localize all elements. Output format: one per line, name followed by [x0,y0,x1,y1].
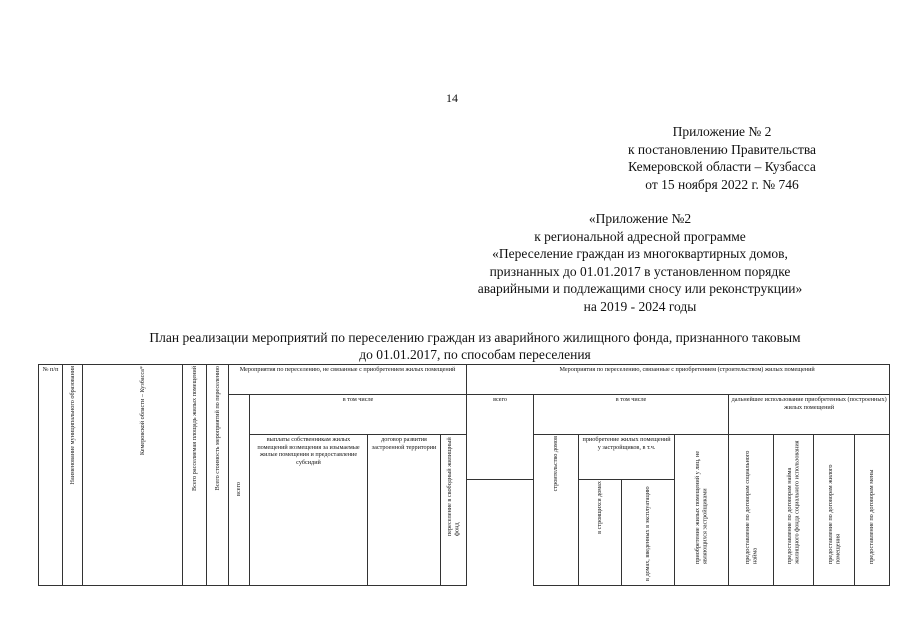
header-acquisition-nondev: приобретение жилых помещений у лиц, не являющихся застройщиками [675,435,729,586]
header-further-use: дальнейшее использование приобретенных (построенных) жилых помещений [729,395,890,435]
header-related: Мероприятия по переселению, связанные с приобретением (строительством) жилых помещений [467,365,890,395]
program-line: признанных до 01.01.2017 в установленном порядке [489,263,791,279]
header-num: № п/п [39,365,63,586]
header-area: Всего расселяемая площадь жилых помещений [183,365,207,586]
header-total: всего [467,395,534,480]
plan-title [40,329,905,363]
header-use-exchange: предоставление по договорам мены [855,435,890,586]
title-line: до 01.01.2017, по способам переселения [359,347,591,362]
header-in-construction: в строящихся домах [579,480,622,586]
header-region: Кемеровской области – Кузбасса* [83,365,183,586]
header-municipality: Наименование муниципального образования [63,365,83,586]
header-payments: выплаты собственникам жилых помещений возмещения за изымаемые жилые помещения и предоставление субсидий [250,435,368,586]
header-including: в том числе [250,395,467,435]
appendix-line: Приложение № 2 [672,124,772,139]
header-use-housing: предоставление по договорам жилого помещения [814,435,855,586]
program-line: «Переселение граждан из многоквартирных домов, [492,246,788,261]
program-appendix-header [430,210,850,315]
program-line: на 2019 - 2024 годы [583,298,697,314]
header-use-social: предоставление по договорам социального найма [729,435,774,586]
header-cost: Всего стоимость мероприятий по переселению [207,365,229,586]
program-line: аварийными и подлежащими сносу или реконструкции» [477,281,803,296]
header-total-vertical: всего [229,395,250,586]
header-total-spacer [467,480,534,586]
header-not-related: Мероприятия по переселению, не связанные с приобретением жилых помещений [229,365,467,395]
header-including-2: в том числе [534,395,729,435]
header-acquisition-dev: приобретение жилых помещений у застройщиков, в т.ч. [579,435,675,480]
header-construction: строительство домов [534,435,579,586]
appendix-header [604,123,840,193]
program-line: «Приложение №2 [588,211,692,226]
program-line: к региональной адресной программе [534,228,746,244]
title-line: План реализации мероприятий по переселению граждан из аварийного жилищного фонда, признанного таковым [149,330,801,345]
header-use-commercial: предоставление по договорам найма жилищного фонда социального использования [774,435,814,586]
appendix-line: от 15 ноября 2022 г. № 746 [645,176,799,192]
appendix-line: к постановлению Правительства [627,141,817,157]
appendix-line: Кемеровской области – Кузбасса [628,159,816,174]
page-number: 14 [446,91,458,105]
header-in-commissioned: в домах, введенных в эксплуатацию [622,480,675,586]
plan-table [38,364,890,586]
header-resettlement-free: переселение в свободный жилищный фонд [441,435,467,586]
header-agreement: договор развития застроенной территории [368,435,441,586]
